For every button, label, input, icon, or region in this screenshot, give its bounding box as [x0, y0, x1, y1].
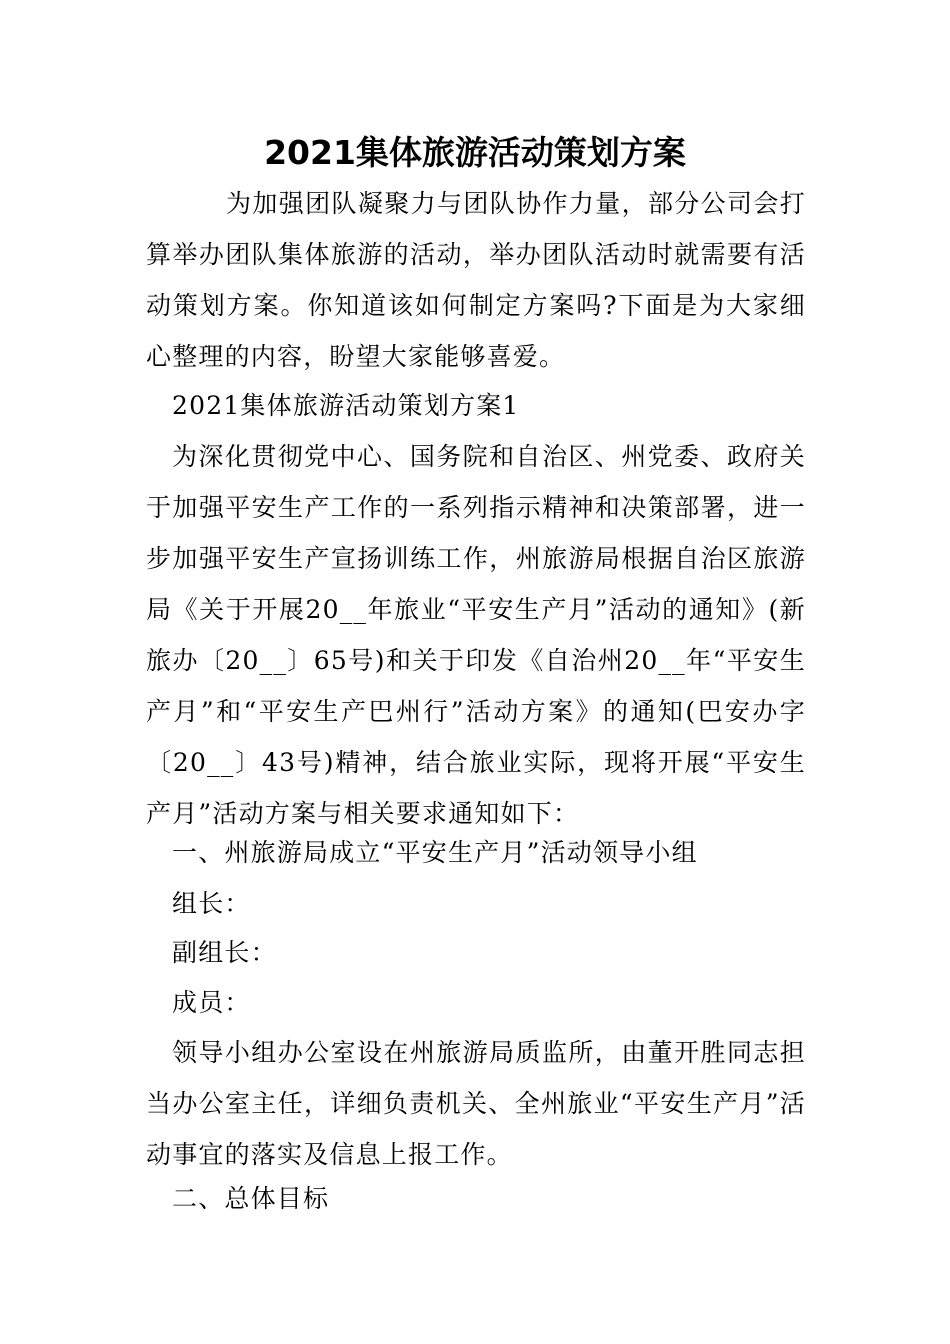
members-line: 成员： [172, 988, 251, 1017]
document-title: 2021集体旅游活动策划方案 [264, 133, 686, 172]
heading-leading-group: 一、州旅游局成立“平安生产月”活动领导小组 [172, 838, 698, 867]
leader-line: 组长： [172, 889, 251, 918]
office-paragraph: 领导小组办公室设在州旅游局质监所，由董开胜同志担当办公室主任，详细负责机关、全州旅业“平安生产月”活动事宜的落实及信息上报工作。 [146, 1038, 806, 1169]
section-title: 2021集体旅游活动策划方案1 [172, 391, 520, 420]
body-paragraph: 为深化贯彻党中心、国务院和自治区、州党委、政府关于加强平安生产工作的一系列指示精神和决策部署，进一步加强平安生产宣扬训练工作，州旅游局根据自治区旅游局《关于开展20__年旅业“平安生产月”活动的通知》(新旅办〔20__〕65号)和关于印发《自治州20__年“平安生产月”和“平安生产巴州行”活动方案》的通知(巴安办字〔20__〕43号)精神，结合旅业实际，现将开展“平安生产月”活动方案与相关要求通知如下： [146, 442, 806, 828]
heading-overall-goal: 二、总体目标 [172, 1184, 330, 1213]
deputy-leader-line: 副组长： [172, 938, 277, 967]
intro-paragraph: 为加强团队凝聚力与团队协作力量，部分公司会打算举办团队集体旅游的活动，举办团队活动时就需要有活动策划方案。你知道该如何制定方案吗?下面是为大家细心整理的内容，盼望大家能够喜爱。 [146, 189, 806, 371]
